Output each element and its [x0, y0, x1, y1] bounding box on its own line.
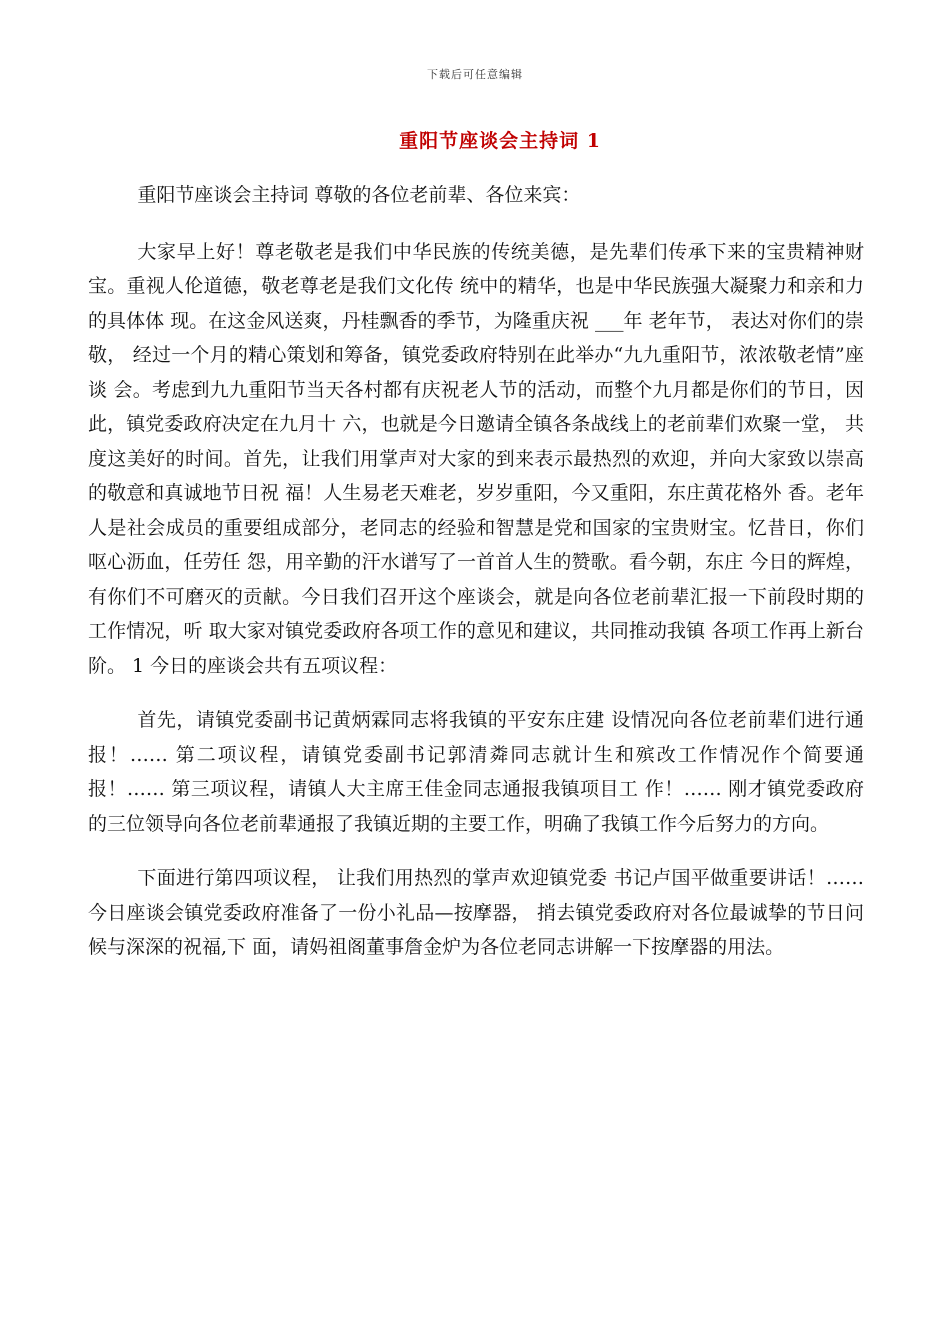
document-body [88, 178, 864, 985]
paragraph-agenda: 首先，请镇党委副书记黄炳霖同志将我镇的平安东庄建 设情况向各位老前辈们进行通报！…… 第二项议程，请镇党委副书记郭清粦同志就计生和殡改工作情况作个简要通报！…… 第三项议程，请镇人大主席王佳金同志通报我镇项目工 作！…… 刚才镇党委政府的三位领导向各位老前辈通报了我镇近期的主要工作，明确了我镇工作今后努力的方向。 [88, 709, 864, 835]
paragraph-greeting: 重阳节座谈会主持词 尊敬的各位老前辈、各位来宾： [137, 184, 581, 206]
paragraph-closing: 下面进行第四项议程， 让我们用热烈的掌声欢迎镇党委 书记卢国平做重要讲话！…… 今日座谈会镇党委政府准备了一份小礼品—按摩器， 捎去镇党委政府对各位最诚挚的节日问候与深深的祝福,下 面，请妈祖阁董事詹金炉为各位老同志讲解一下按摩器的用法。 [88, 867, 864, 958]
paragraph-opening: 大家早上好！尊老敬老是我们中华民族的传统美德，是先辈们传承下来的宝贵精神财宝。重视人伦道德，敬老尊老是我们文化传 统中的精华，也是中华民族强大凝聚力和亲和力的具体体 现。在这金风送爽，丹桂飘香的季节，为隆重庆祝 ___年 老年节， 表达对你们的崇敬， 经过一个月的精心策划和筹备，镇党委政府特别在此举办“九九重阳节，浓浓敬老情”座谈 会。考虑到九九重阳节当天各村都有庆祝老人节的活动，而整个九月都是你们的节日，因此，镇党委政府决定在九月十 六，也就是今日邀请全镇各条战线上的老前辈们欢聚一堂， 共度这美好的时间。首先，让我们用掌声对大家的到来表示最热烈的欢迎，并向大家致以崇高的敬意和真诚地节日祝 福！人生易老天难老，岁岁重阳，今又重阳，东庄黄花格外 香。老年人是社会成员的重要组成部分，老同志的经验和智慧是党和国家的宝贵财宝。忆昔日，你们呕心沥血，任劳任 怨，用辛勤的汗水谱写了一首首人生的赞歌。看今朝，东庄 今日的辉煌，有你们不可磨灭的贡献。今日我们召开这个座谈会，就是向各位老前辈汇报一下前段时期的工作情况，听 取大家对镇党委政府各项工作的意见和建议，共同推动我镇 各项工作再上新台阶。 1 今日的座谈会共有五项议程： [88, 240, 864, 677]
header-note: 下载后可任意编辑 [427, 68, 523, 81]
document-title: 重阳节座谈会主持词 1 [399, 130, 601, 152]
